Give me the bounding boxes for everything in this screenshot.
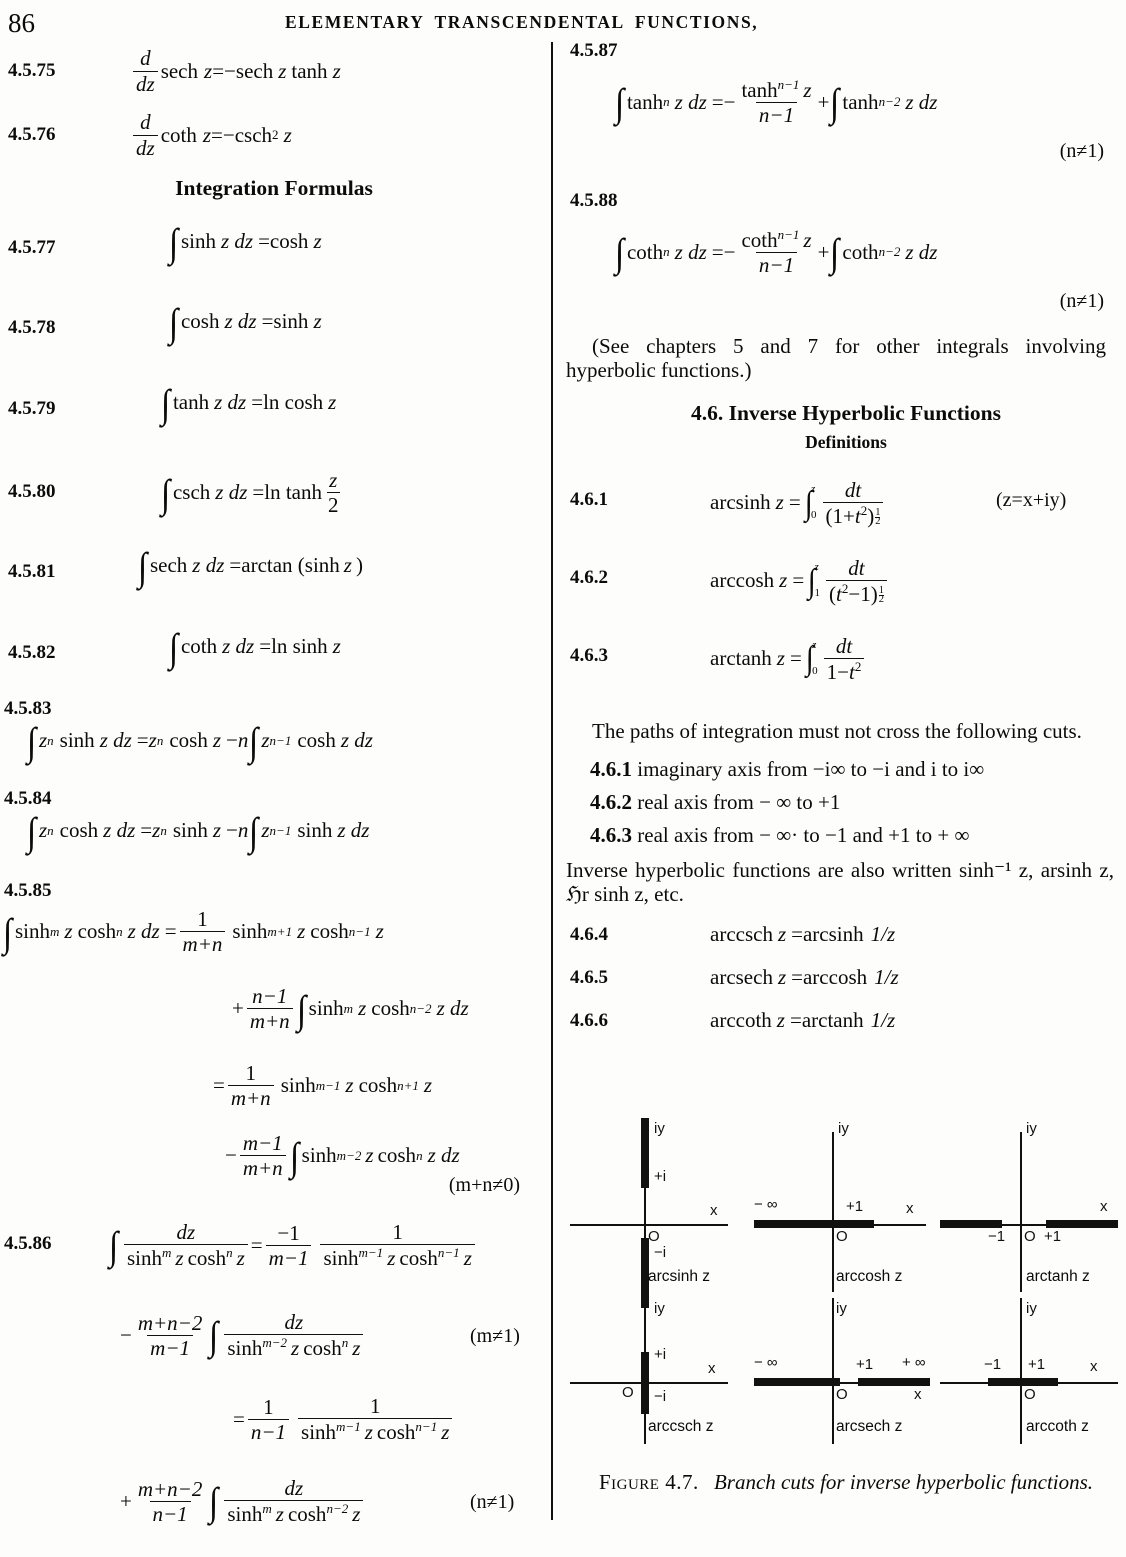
derivative-operator [133,47,158,94]
branch-cut-minus-i-to-plus-i [641,1352,649,1414]
diagram-arccoth [940,1298,1126,1448]
running-head: ELEMENTARY TRANSCENDENTAL FUNCTIONS, [285,12,759,32]
origin-label: O [836,1386,848,1403]
equation-body: arccsch z =arcsinh 1/z [710,922,896,947]
integral-sign: ∫ [249,808,259,854]
mark-neg-infinity: − ∞ [754,1354,778,1371]
frac-numerator: m+n−2 [137,1476,203,1501]
frac-numerator: m−1 [242,1131,283,1155]
cut-item [566,823,1126,847]
frac-denominator: m+n [228,1085,274,1109]
equation-4-6-2 [566,545,1126,623]
axis-label-iy: iy [838,1120,849,1137]
mark-plus-1: +1 [1044,1228,1062,1245]
fraction-1-over-sinh-cosh: $\frac{1}{\sinh^{m-1} z \cosh^{n-1} z}$ [320,1221,474,1269]
page-header [0,6,1126,40]
frac-denominator: n−1 [756,102,797,126]
branch-cut-upper [641,1118,649,1188]
imaginary-axis [832,1298,834,1444]
equation-body: arccoth z =arctanh 1/z [710,1008,896,1033]
equation-body: ∫ sech z dz =arctan (sinh z ) [137,543,363,589]
branch-cut-neg-infinity-to-0 [754,1378,840,1386]
equation-body: arctanh z = ∫ z 0 $\frac{dt}{1-t^2}$ [710,635,867,683]
origin-label: O [1024,1386,1036,1403]
branch-cut-neg-infinity-to-plus1 [754,1220,874,1228]
fraction-dz-over-sinh-cosh: $\frac{dz}{\sinh^m z \cosh^n z}$ [124,1221,248,1269]
frac-denominator: m−1 [266,1245,312,1269]
mark-minus-i: −i [654,1388,667,1405]
diagram-arccosh [754,1118,940,1286]
equation-number: 4.6.6 [570,1010,608,1032]
integral-sign: ∫ [807,562,816,600]
integral-sign: ∫ [26,808,37,854]
equation-body: $\frac{d}{dz}$ coth z =−csch 2 z [130,111,292,158]
equation-number: 4.6.1 [570,488,608,510]
mark-minus-i: −i [654,1244,667,1261]
frac-numerator: z [329,468,338,492]
imaginary-axis [1020,1132,1022,1292]
equation-number: 4.5.77 [8,237,56,258]
cut-number: 4.6.1 [590,757,632,782]
diagram-name: arccsch z [648,1418,714,1435]
fraction-dt-over-denominator: $\frac{dt}{1-t^2}$ [824,635,865,683]
diagram-name: arcsech z [836,1418,903,1435]
equation-number: 4.5.86 [4,1233,52,1254]
equation-number: 4.6.5 [570,967,608,989]
fraction-dz-over-sinh-cosh: $\frac{dz}{\sinh^{m-2} z \cosh^n z}$ [224,1311,363,1359]
fraction-m-plus-n-minus-2-over-n-minus-1 [135,1478,206,1525]
figure-caption [566,1470,1126,1495]
mark-plus-i: +i [654,1346,667,1363]
integral-sign: ∫ [249,718,259,764]
equation-line-2: + $\frac{n-1}{m+n}$ ∫ sinh m z cosh n−2 z dz [232,984,469,1034]
equation-number: 4.5.84 [4,788,52,809]
lower-limit: 0 [811,509,817,522]
cut-number: 4.6.3 [590,823,632,848]
equation-4-5-87 [566,40,1126,190]
equation-4-6-5 [566,961,1126,1004]
equation-body: ∫ z n sinh z dz = z n cosh z − n ∫ z n−1 cosh z dz [26,718,373,764]
frac-numerator: dt [848,555,865,580]
equation-body: ∫ coth n z dz =− $\frac{\cot h^{n-1} z}{n-1}$ + ∫ coth n−2 z dz [614,227,938,278]
fraction-1-over-sinh-cosh: $\frac{1}{\sinh^{m-1} z \cosh^{n-1} z}$ [298,1395,452,1443]
frac-numerator: 1 [245,1061,257,1085]
equation-4-5-75 [0,40,548,102]
equation-line-4: − $\frac{m-1}{m+n}$ ∫ sinh m−2 z cosh n z dz [225,1131,460,1181]
integral-sign: ∫ [830,80,840,126]
equation-line-1: ∫ sinh m z cosh n z dz = $\frac{1}{m+n}$ sinh m+1 z cosh n−1 z [2,907,384,957]
cut-text: real axis from − ∞ to +1 [637,790,841,815]
mark-neg-infinity: − ∞ [754,1196,778,1213]
frac-numerator: d [140,46,151,71]
integral-sign: ∫ [160,470,171,516]
mark-plus-1: +1 [1028,1356,1046,1373]
diagram-name: arccoth z [1026,1418,1089,1435]
fraction-1-over-n-minus-1: $\frac{1}{n-1}$ [248,1396,289,1443]
frac-numerator: m+n−2 [137,1310,203,1335]
integral-sign: ∫ [209,1313,219,1359]
equation-number: 4.6.2 [570,566,608,588]
axis-label-iy: iy [836,1300,847,1317]
equation-4-5-79 [0,372,548,453]
fraction-tanh-over-n-minus-1: $\frac{\tanh^{n-1} z}{n-1}$ [741,77,812,128]
equation-number: 4.6.3 [570,644,608,666]
fn-coth: coth [160,122,197,147]
frac-numerator: dt [835,633,853,658]
integral-sign: ∫ [296,986,306,1032]
equation-4-5-80 [0,453,548,535]
frac-denominator: n−1 [756,252,797,276]
condition-n-not-1: (n≠1) [1059,140,1104,162]
equation-body: ∫ tanh n z dz =− $\frac{\tanh^{n-1} z}{n-1}$ + ∫ tanh n−2 z dz [614,77,938,128]
fraction-dt-over-denominator: dt $(t^2-1)$ $\frac{1}{2}$ [826,557,887,605]
condition-n-not-1: (n≠1) [1059,290,1104,312]
equation-4-5-83 [0,698,548,788]
axis-label-x: x [914,1386,922,1403]
equation-number: 4.5.75 [8,60,56,81]
mark-plus-1: +1 [856,1356,874,1373]
equation-number: 4.5.87 [570,40,618,61]
axis-label-iy: iy [1026,1300,1037,1317]
frac-denominator: dz [133,71,158,95]
equation-4-5-86 [0,1215,548,1527]
equation-4-5-77 [0,211,548,291]
equation-number: 4.6.4 [570,924,608,946]
side-condition-z-equals: (z=x+iy) [996,488,1067,511]
fraction-1-over-m-plus-n [180,908,226,955]
branch-cut-neg1-to-plus1 [988,1378,1058,1386]
figure-caption-text: Branch cuts for inverse hyperbolic functions. [713,1470,1094,1494]
see-chapters-note: (See chapters 5 and 7 for other integrals involving hyperbolic functions.) [566,334,1106,383]
equation-4-6-3 [566,623,1126,701]
equation-number: 4.5.85 [4,880,52,901]
figure-4-7 [566,1118,1126,1458]
frac-denominator: m−1 [147,1335,193,1359]
figure-label: Figure 4.7. [598,1470,699,1494]
equation-body: ∫ coth z dz =ln sinh z [168,624,341,670]
equation-4-5-85 [0,880,548,1180]
equation-4-5-78 [0,291,548,372]
equation-number: 4.5.79 [8,398,56,419]
upper-limit: z [812,638,817,651]
branch-cut-diagram-grid [566,1118,1126,1458]
upper-limit: z [811,482,816,495]
cut-number: 4.6.2 [590,790,632,815]
equation-body: arcsinh z = ∫ z 0 dt $(1+t^2)$ $\frac{1}{2}$ [710,479,886,527]
equation-body: ∫ sinh z dz =cosh z [168,219,322,265]
left-column [0,40,548,1527]
integral-sign: ∫ [614,80,625,126]
frac-denominator: m+n [240,1155,286,1179]
definitions-heading: Definitions [805,431,887,452]
fraction-n-minus-1-over-m-plus-n [247,985,293,1032]
axis-label-x: x [1100,1198,1108,1215]
frac-denominator: m+n [247,1008,293,1032]
frac-denominator: 2 [328,493,339,518]
diagram-arcsinh [566,1118,752,1286]
definite-integral [807,562,820,600]
also-written-note: Inverse hyperbolic functions are also written sinh⁻¹ z, arsinh z, ℌr sinh z, etc. [566,857,1114,906]
frac-numerator: 1 [197,907,208,931]
diagram-arctanh [940,1118,1126,1286]
fraction-dt-over-denominator: dt $(1+t^2)$ $\frac{1}{2}$ [823,479,884,527]
branch-cut-plus1-to-plus-infinity [858,1378,930,1386]
integral-sign: ∫ [2,909,13,955]
equation-body: ∫ z n cosh z dz = z n sinh z − n ∫ z n−1 sinh z dz [26,808,370,854]
integral-sign: ∫ [168,299,179,345]
frac-denominator: n−1 [248,1419,289,1443]
mark-plus-i: +i [654,1168,667,1185]
integral-sign: ∫ [830,230,840,276]
axis-label-x: x [1090,1358,1098,1375]
integral-sign: ∫ [804,484,813,522]
origin-label: O [1024,1228,1036,1245]
real-axis [570,1382,728,1384]
cut-item [566,757,1126,781]
derivative-operator [133,111,158,158]
diagram-name: arccosh z [836,1268,903,1285]
frac-denominator: dz [133,135,158,159]
equation-body: ∫ tanh z dz =ln cosh z [160,380,337,426]
equation-4-5-84 [0,788,548,880]
section-heading-4-6: 4.6. Inverse Hyperbolic Functions [691,400,1001,425]
frac-numerator: n−1 [252,984,288,1008]
origin-label: O [622,1384,634,1401]
fraction-coth-over-n-minus-1: $\frac{\cot h^{n-1} z}{n-1}$ [741,227,812,278]
diagram-arcsech [754,1298,940,1448]
fraction-neg1-over-m-minus-1: $\frac{-1}{m-1}$ [266,1222,312,1269]
axis-label-x: x [906,1200,914,1217]
integral-sign: ∫ [108,1223,119,1269]
equation-4-6-1 [566,467,1126,545]
equation-number: 4.5.80 [8,481,56,502]
branch-cut-plus1-to-infinity [1046,1220,1118,1228]
fraction-z-over-2 [327,469,340,516]
imaginary-axis [1020,1298,1022,1444]
cut-item [566,790,1126,814]
cut-text: real axis from − ∞· to −1 and +1 to + ∞ [637,823,970,848]
frac-numerator: d [140,110,151,135]
origin-label: O [836,1228,848,1245]
integral-sign: ∫ [137,543,148,589]
equation-number: 4.5.78 [8,317,56,338]
diagram-arccsch [566,1298,752,1448]
column-divider-rule [551,42,553,1520]
integral-sign: ∫ [26,718,37,764]
equation-4-6-4 [566,918,1126,961]
mark-minus-1: −1 [988,1228,1006,1245]
axis-label-iy: iy [654,1300,665,1317]
equation-4-5-88 [566,190,1126,338]
lower-limit: 0 [812,665,818,678]
integral-sign: ∫ [160,380,171,426]
equation-body: $\frac{d}{dz}$ sech z =− sech z tanh z [130,47,341,94]
fraction-1-over-m-plus-n [228,1062,274,1109]
frac-denominator: m+n [180,931,226,955]
condition-m-plus-n-nonzero: (m+n≠0) [448,1174,520,1196]
diagram-name: arctanh z [1026,1268,1090,1285]
fraction-dz-over-sinh-cosh: $\frac{dz}{\sinh^m z \cosh^{n-2} z}$ [224,1477,363,1525]
equation-body: ∫ cosh z dz =sinh z [168,299,322,345]
condition-n-not-1: (n≠1) [470,1491,515,1513]
equation-body: arcsech z =arccosh 1/z [710,965,899,990]
axis-label-x: x [710,1202,718,1219]
paths-of-integration-note: The paths of integration must not cross the following cuts. [592,718,1082,743]
cut-text: imaginary axis from −i∞ to −i and i to i∞ [637,757,985,782]
equation-4-5-76 [0,102,548,168]
equation-line-4: + $\frac{m+n-2}{n-1}$ ∫ $\frac{dz}{\sinh^m z \cosh^{n-2} z}$ [120,1477,366,1525]
equation-number: 4.5.88 [570,190,618,211]
real-axis [570,1224,728,1226]
frac-numerator: dt [844,477,862,502]
branch-cut-list [566,757,1126,847]
equation-line-3: = $\frac{1}{n-1}$ $\frac{1}{\sinh^{m-1} z \cosh^{n-1} z}$ [233,1395,455,1443]
fraction-m-plus-n-minus-2-over-m-minus-1 [135,1312,206,1359]
integration-formulas-heading: Integration Formulas [175,176,373,200]
equation-body: ∫ csch z dz =ln tanh $\frac{z}{2}$ [160,468,339,518]
mark-plus-1: +1 [846,1198,864,1215]
equation-4-5-82 [0,616,548,698]
equation-body: arccosh z = ∫ z 1 dt $(t^2-1)$ $\frac{1}{2}$ [710,557,890,605]
origin-label: O [648,1228,660,1245]
equation-4-6-6 [566,1004,1126,1047]
integral-sign: ∫ [209,1479,219,1525]
equation-number: 4.5.82 [8,642,56,663]
axis-label-iy: iy [654,1120,665,1137]
mark-minus-1: −1 [984,1356,1002,1373]
definite-integral [805,640,818,678]
equation-line-3: = $\frac{1}{m+n}$ sinh m−1 z cosh n+1 z [213,1061,433,1111]
equation-4-5-81 [0,535,548,616]
equation-line-1: ∫ $\frac{dz}{\sinh^m z \cosh^n z}$ = $\frac{-1}{m-1}$ $\frac{1}{\sinh^{m-1} z \cosh^{n-1} z}$ [108,1221,478,1269]
upper-limit: z [814,560,819,573]
integral-sign: ∫ [168,219,179,265]
integral-sign: ∫ [168,624,179,670]
equation-number: 4.5.76 [8,124,56,145]
branch-cut-neg-infinity-to-neg1 [940,1220,1002,1228]
mark-plus-infinity: + ∞ [902,1354,926,1371]
imaginary-axis [832,1132,834,1292]
diagram-name: arcsinh z [648,1268,711,1285]
condition-m-not-1: (m≠1) [470,1325,520,1347]
axis-label-iy: iy [1026,1120,1037,1137]
equation-number: 4.5.83 [4,698,52,719]
integral-sign: ∫ [805,640,814,678]
page-number: 86 [8,8,35,38]
equation-number: 4.5.81 [8,561,56,582]
definite-integral [804,484,817,522]
frac-denominator: n−1 [150,1501,191,1525]
fn-sech: sech [160,58,199,83]
integral-sign: ∫ [614,230,625,276]
axis-label-x: x [708,1360,716,1377]
lower-limit: 1 [814,587,820,600]
right-column [566,40,1126,1047]
equation-line-2: − $\frac{m+n-2}{m-1}$ ∫ $\frac{dz}{\sinh^{m-2} z \cosh^n z}$ [120,1311,366,1359]
integral-sign: ∫ [289,1133,299,1179]
